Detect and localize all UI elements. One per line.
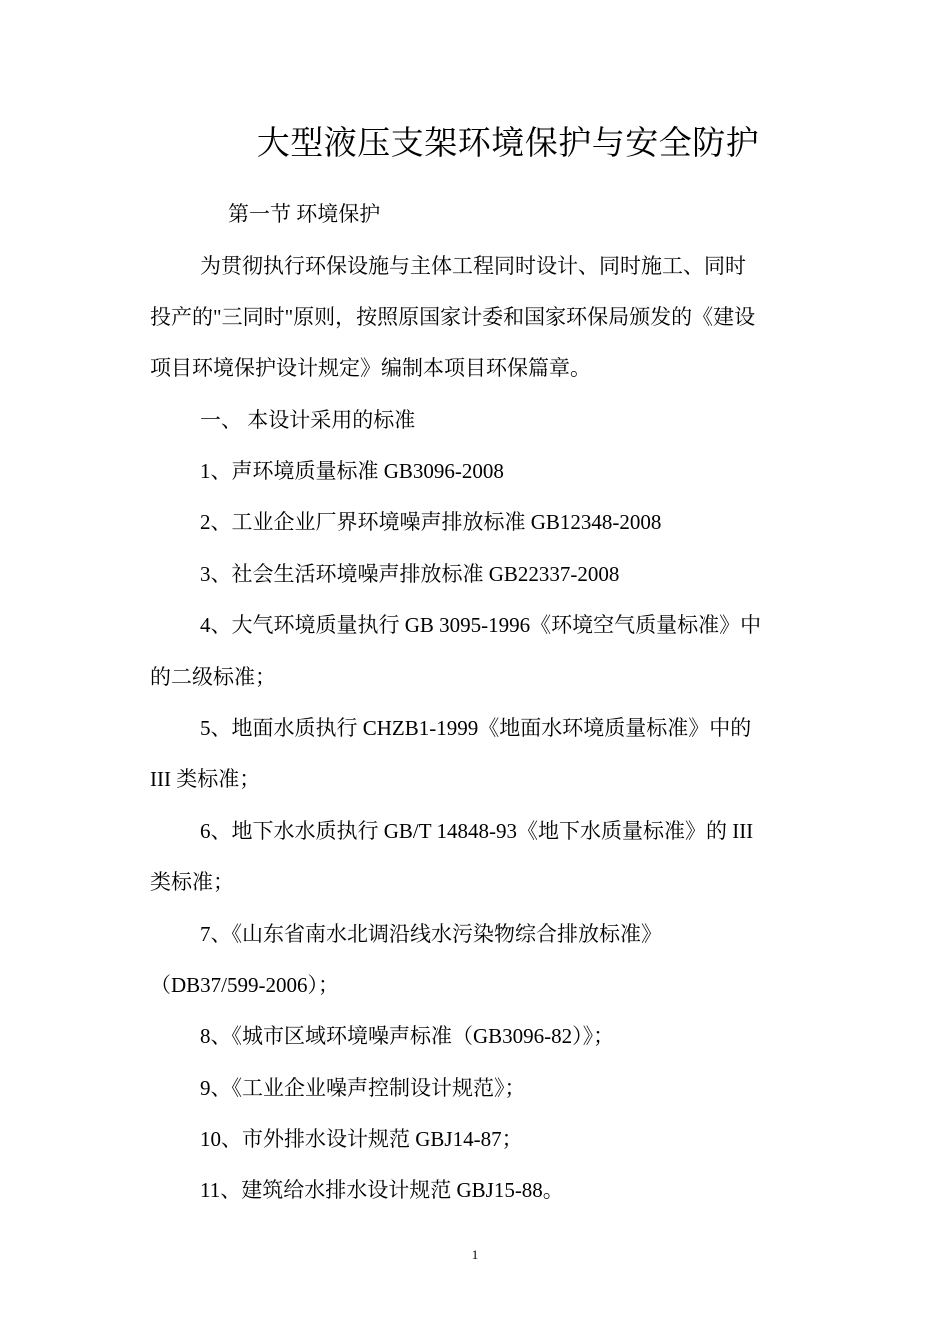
standard-item-3: 3、社会生活环境噪声排放标准 GB22337-2008: [200, 562, 620, 586]
standard-item-7-continued: （DB37/599-2006）；: [150, 973, 339, 997]
standard-item-1: 1、声环境质量标准 GB3096-2008: [200, 459, 504, 483]
standard-item-7: 7、《山东省南水北调沿线水污染物综合排放标准》: [200, 922, 662, 946]
intro-line-1: 为贯彻执行环保设施与主体工程同时设计、同时施工、同时: [200, 254, 746, 278]
intro-line-3: 项目环境保护设计规定》编制本项目环保篇章。: [150, 356, 591, 380]
intro-line-2: 投产的"三同时"原则，按照原国家计委和国家环保局颁发的《建设: [150, 305, 756, 329]
page-number: 1: [471, 1247, 479, 1262]
standard-item-2: 2、工业企业厂界环境噪声排放标准 GB12348-2008: [200, 510, 662, 534]
standard-item-11: 11、建筑给水排水设计规范 GBJ15-88。: [200, 1178, 564, 1202]
standard-item-5-continued: III 类标准；: [150, 767, 261, 791]
standard-item-6-continued: 类标准；: [150, 870, 234, 894]
standard-item-10: 10、市外排水设计规范 GBJ14-87；: [200, 1127, 523, 1151]
document-title: 大型液压支架环境保护与安全防护: [256, 123, 760, 162]
standard-item-8: 8、《城市区域环境噪声标准（GB3096-82）》；: [200, 1024, 615, 1048]
subsection-heading: 一、 本设计采用的标准: [200, 408, 416, 432]
standard-item-4: 4、大气环境质量执行 GB 3095-1996《环境空气质量标准》中: [200, 613, 762, 637]
standard-item-6: 6、地下水水质执行 GB/T 14848-93《地下水质量标准》的 III: [200, 819, 754, 843]
standard-item-4-continued: 的二级标准；: [150, 665, 276, 689]
standard-item-5: 5、地面水质执行 CHZB1-1999《地面水环境质量标准》中的: [200, 716, 752, 740]
section-heading: 第一节 环境保护: [228, 202, 381, 226]
standard-item-9: 9、《工业企业噪声控制设计规范》；: [200, 1076, 526, 1100]
